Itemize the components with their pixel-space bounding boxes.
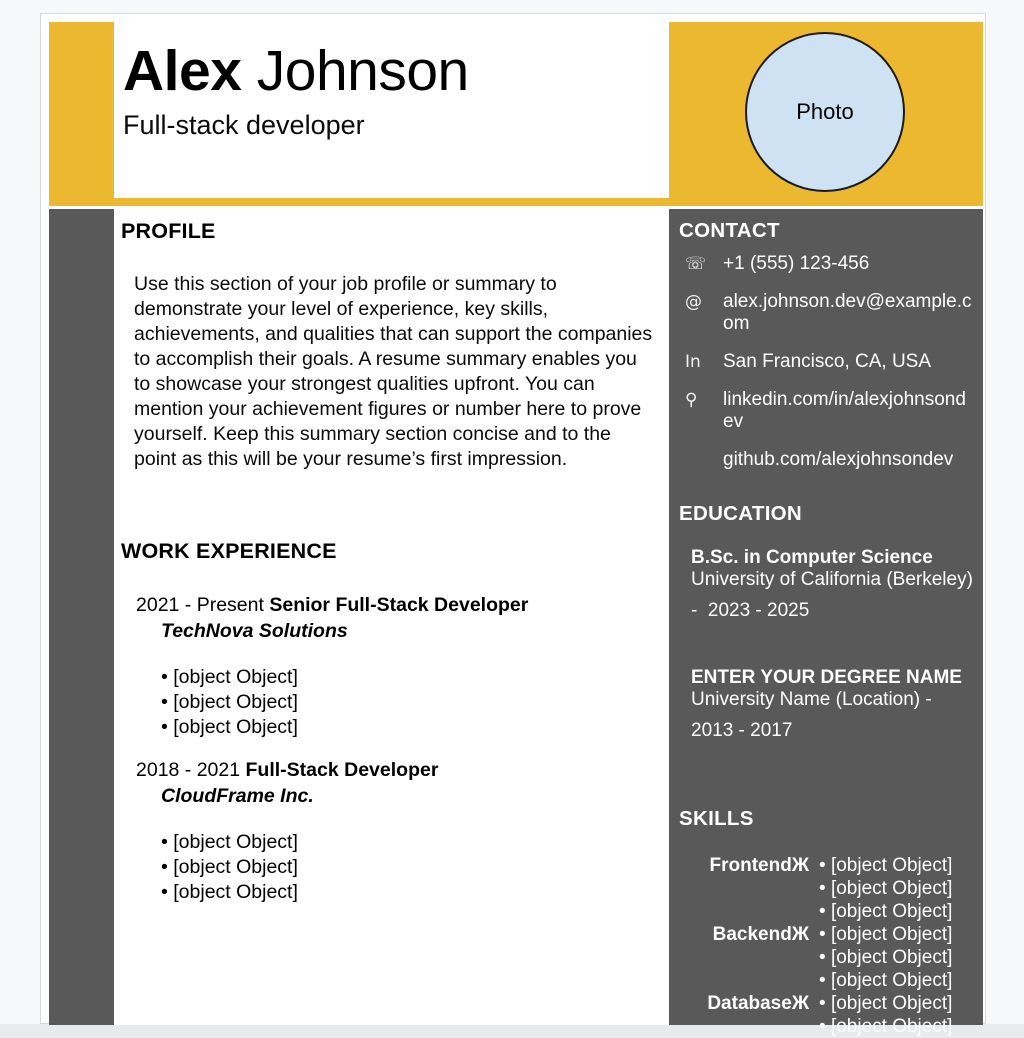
bullet-dot-icon: •	[819, 901, 831, 922]
left-accent-column	[49, 209, 114, 1025]
profile-heading: PROFILE	[121, 219, 216, 243]
first-name: Alex	[123, 39, 242, 103]
university-name: University Name (Location) -	[691, 689, 932, 710]
bullet-dot-icon: •	[161, 856, 174, 878]
bullet-dot-icon: •	[161, 716, 174, 738]
skill-item-text: [object Object]	[830, 878, 953, 899]
contact-text: linkedin.com/in/alexjohnsondev	[723, 389, 966, 432]
bullet-text: [object Object]	[173, 691, 298, 713]
job-dates: 2018 - 2021	[136, 759, 241, 781]
job-bullet	[161, 665, 667, 690]
contact-item	[685, 449, 977, 471]
bullet-dot-icon: •	[819, 947, 831, 968]
photo-label: Photo	[796, 99, 854, 124]
bullet-dot-icon: •	[161, 881, 174, 903]
contact-item	[685, 253, 977, 275]
job-entry	[136, 757, 669, 905]
skill-group-items	[819, 992, 952, 1038]
bullet-text: [object Object]	[173, 831, 298, 853]
photo-placeholder	[745, 32, 905, 192]
skill-item	[819, 877, 952, 900]
skill-group	[677, 992, 977, 1038]
skill-group-label: FrontendЖ	[709, 855, 809, 876]
document-page	[40, 13, 986, 1037]
skill-item	[819, 946, 952, 969]
education-entry	[691, 667, 977, 742]
job-entry	[136, 592, 669, 740]
bullet-dot-icon: •	[161, 666, 174, 688]
skill-item-text: [object Object]	[830, 947, 953, 968]
contact-item	[685, 389, 977, 433]
skill-group-label: DatabaseЖ	[707, 993, 809, 1014]
last-name: Johnson	[256, 39, 469, 103]
bullet-text: [object Object]	[173, 716, 298, 738]
bullet-dot-icon: •	[819, 855, 831, 876]
location-pin-icon: ⚲	[685, 390, 698, 410]
bullet-text: [object Object]	[173, 881, 298, 903]
skill-item-text: [object Object]	[830, 1016, 953, 1037]
header	[114, 14, 669, 198]
job-title: Full-stack developer	[123, 110, 365, 140]
skills-list	[677, 854, 977, 1038]
job-company: CloudFrame Inc.	[161, 785, 314, 807]
skill-item	[819, 923, 952, 946]
job-header	[136, 592, 669, 618]
bullet-dot-icon: •	[819, 993, 831, 1014]
job-company: TechNova Solutions	[161, 620, 348, 642]
skills-heading: SKILLS	[679, 807, 754, 830]
main-column	[114, 209, 669, 1025]
name-heading	[123, 41, 669, 101]
education-heading: EDUCATION	[679, 502, 803, 525]
skill-item	[819, 854, 952, 877]
bullet-text: [object Object]	[173, 856, 298, 878]
contact-text: github.com/alexjohnsondev	[723, 449, 954, 470]
university-name: University of California (Berkeley)	[691, 569, 973, 590]
sidebar	[669, 209, 983, 1037]
bullet-dot-icon: •	[161, 691, 174, 713]
email-at-icon: @	[685, 292, 702, 312]
contact-heading: CONTACT	[679, 219, 780, 242]
accent-bar-bottom	[49, 198, 669, 206]
education-dates: 2013 - 2017	[691, 720, 793, 741]
skill-group-items	[819, 854, 952, 923]
skill-item	[819, 900, 952, 923]
bullet-dot-icon: •	[161, 831, 174, 853]
education-dates: - 2023 - 2025	[691, 600, 810, 621]
job-bullet	[161, 715, 667, 740]
skill-item-text: [object Object]	[830, 970, 953, 991]
job-bullet	[161, 880, 667, 905]
bullet-dot-icon: •	[819, 878, 831, 899]
bullet-dot-icon: •	[819, 1016, 831, 1037]
bullet-dot-icon: •	[819, 924, 831, 945]
phone-icon: ☏	[685, 254, 707, 274]
skill-item-text: [object Object]	[830, 855, 953, 876]
photo-block	[669, 22, 983, 206]
skill-item-text: [object Object]	[830, 993, 953, 1014]
skill-item-text: [object Object]	[830, 924, 953, 945]
degree-name: B.Sc. in Computer Science	[691, 547, 933, 568]
job-header	[136, 757, 669, 783]
job-bullets	[161, 665, 667, 740]
skill-item	[819, 992, 952, 1015]
job-bullets	[161, 830, 667, 905]
job-bullet	[161, 830, 667, 855]
work-experience-heading: WORK EXPERIENCE	[121, 539, 337, 563]
skill-group	[677, 923, 977, 992]
skill-item-text: [object Object]	[830, 901, 953, 922]
job-bullet	[161, 690, 667, 715]
job-dates: 2021 - Present	[136, 594, 264, 616]
profile-summary: Use this section of your job profile or summary to demonstrate your level of experience, key skills, achievements, and qualities that can support the companies to accomplish their goals. A resume summary enables you to showcase your strongest qualities upfront. You can mention your achievement figures or number here to prove yourself. Keep this summary section concise and to the point as this will be your resume’s first impression.	[134, 273, 653, 470]
skill-group-label: BackendЖ	[712, 924, 809, 945]
blank-icon	[685, 449, 723, 471]
job-role: Full-Stack Developer	[245, 759, 439, 781]
contact-text: alex.johnson.dev@example.com	[723, 291, 972, 334]
skill-group	[677, 854, 977, 923]
contact-text: San Francisco, CA, USA	[723, 351, 932, 372]
contact-item	[685, 291, 977, 335]
education-entry	[691, 547, 977, 622]
linkedin-in-icon: In	[685, 352, 701, 372]
degree-name: ENTER YOUR DEGREE NAME	[691, 667, 962, 688]
contact-text: +1 (555) 123-456	[723, 253, 870, 274]
job-role: Senior Full-Stack Developer	[269, 594, 529, 616]
skill-item	[819, 1015, 952, 1038]
job-bullet	[161, 855, 667, 880]
contact-item	[685, 351, 977, 373]
bullet-text: [object Object]	[173, 666, 298, 688]
bullet-dot-icon: •	[819, 970, 831, 991]
skill-item	[819, 969, 952, 992]
accent-bar-left	[49, 22, 114, 206]
skill-group-items	[819, 923, 952, 992]
